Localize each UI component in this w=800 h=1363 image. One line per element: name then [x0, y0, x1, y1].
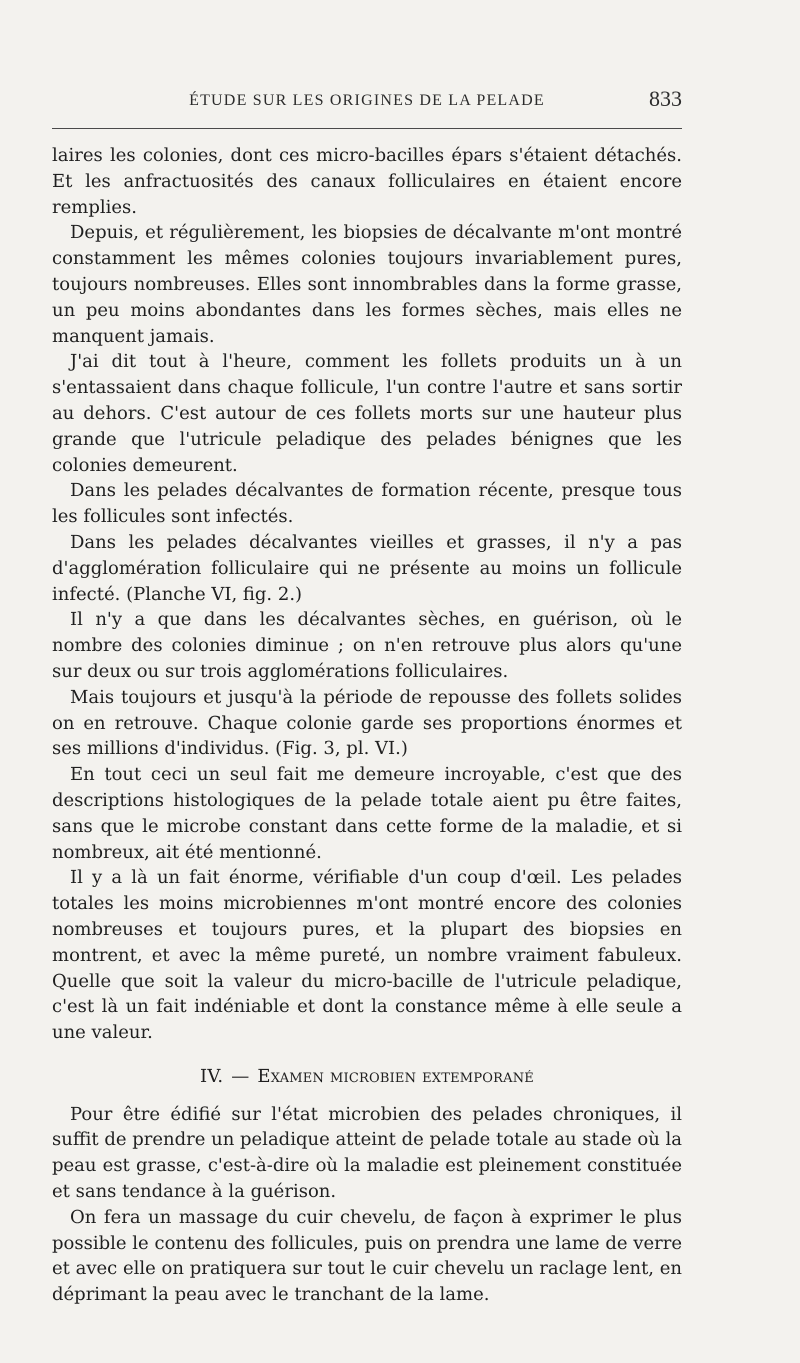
- section-heading: [52, 1064, 682, 1090]
- paragraph: Dans les pelades décalvantes de formation récente, presque tous les follicules sont infectés.: [52, 480, 682, 528]
- paragraph: Il n'y a que dans les décalvantes sèches, en guérison, où le nombre des colonies diminue ; on n'en retrouve plus alors qu'une sur deux ou sur trois agglomérations folliculaires.: [52, 609, 682, 682]
- header-rule: [52, 128, 682, 129]
- paragraph: On fera un massage du cuir chevelu, de façon à exprimer le plus possible le contenu des follicules, puis on prendra une lame de verre et avec elle on pratiquera sur tout le cuir chevelu un raclage lent, en déprimant la peau avec le tranchant de la lame.: [52, 1206, 682, 1306]
- page-number: 833: [649, 86, 682, 111]
- section-title: Examen microbien extemporané: [257, 1065, 534, 1087]
- paragraph: Il y a là un fait énorme, vérifiable d'un coup d'œil. Les pelades totales les moins microbiennes m'ont montré encore des colonies nombreuses et toujours pures, et la plupart des biopsies en montrent, et avec la même pureté, un nombre vraiment fabuleux. Quelle que soit la valeur du micro-bacille de l'utricule peladique, c'est là un fait indéniable et dont la constance même à elle seule a une valeur.: [52, 867, 682, 1044]
- section-dash: —: [231, 1065, 250, 1087]
- paragraph: laires les colonies, dont ces micro-bacilles épars s'étaient détachés. Et les anfractuosités des canaux folliculaires en étaient encore remplies.: [52, 145, 682, 218]
- paragraph: Mais toujours et jusqu'à la période de repousse des follets solides on en retrouve. Chaque colonie garde ses proportions énormes et ses millions d'individus. (Fig. 3, pl. VI.): [52, 686, 682, 760]
- paragraph: Dans les pelades décalvantes vieilles et grasses, il n'y a pas d'agglomération folliculaire qui ne présente au moins un follicule infecté. (Planche VI, fig. 2.): [52, 531, 682, 605]
- running-head-title: ÉTUDE SUR LES ORIGINES DE LA PELADE: [189, 92, 545, 109]
- running-head: [52, 86, 682, 122]
- paragraph: Pour être édifié sur l'état microbien des pelades chroniques, il suffit de prendre un peladique atteint de pelade totale au stade où la peau est grasse, c'est-à-dire où la maladie est pleinement constituée et sans tendance à la guérison.: [52, 1103, 682, 1203]
- paragraph: J'ai dit tout à l'heure, comment les follets produits un à un s'entassaient dans chaque follicule, l'un contre l'autre et sans sortir au dehors. C'est autour de ces follets morts sur une hauteur plus grande que l'utricule peladique des pelades bénignes que les colonies demeurent.: [52, 351, 682, 476]
- paragraph: Depuis, et régulièrement, les biopsies de décalvante m'ont montré constamment les mêmes colonies toujours invariablement pures, toujours nombreuses. Elles sont innombrables dans la forme grasse, un peu moins abondantes dans les formes sèches, mais elles ne manquent jamais.: [52, 222, 682, 347]
- paragraph: En tout ceci un seul fait me demeure incroyable, c'est que des descriptions histologiques de la pelade totale aient pu être faites, sans que le microbe constant dans cette forme de la maladie, et si nombreux, ait été mentionné.: [52, 764, 682, 863]
- section-number: IV.: [200, 1065, 224, 1087]
- body-text: [52, 143, 682, 1308]
